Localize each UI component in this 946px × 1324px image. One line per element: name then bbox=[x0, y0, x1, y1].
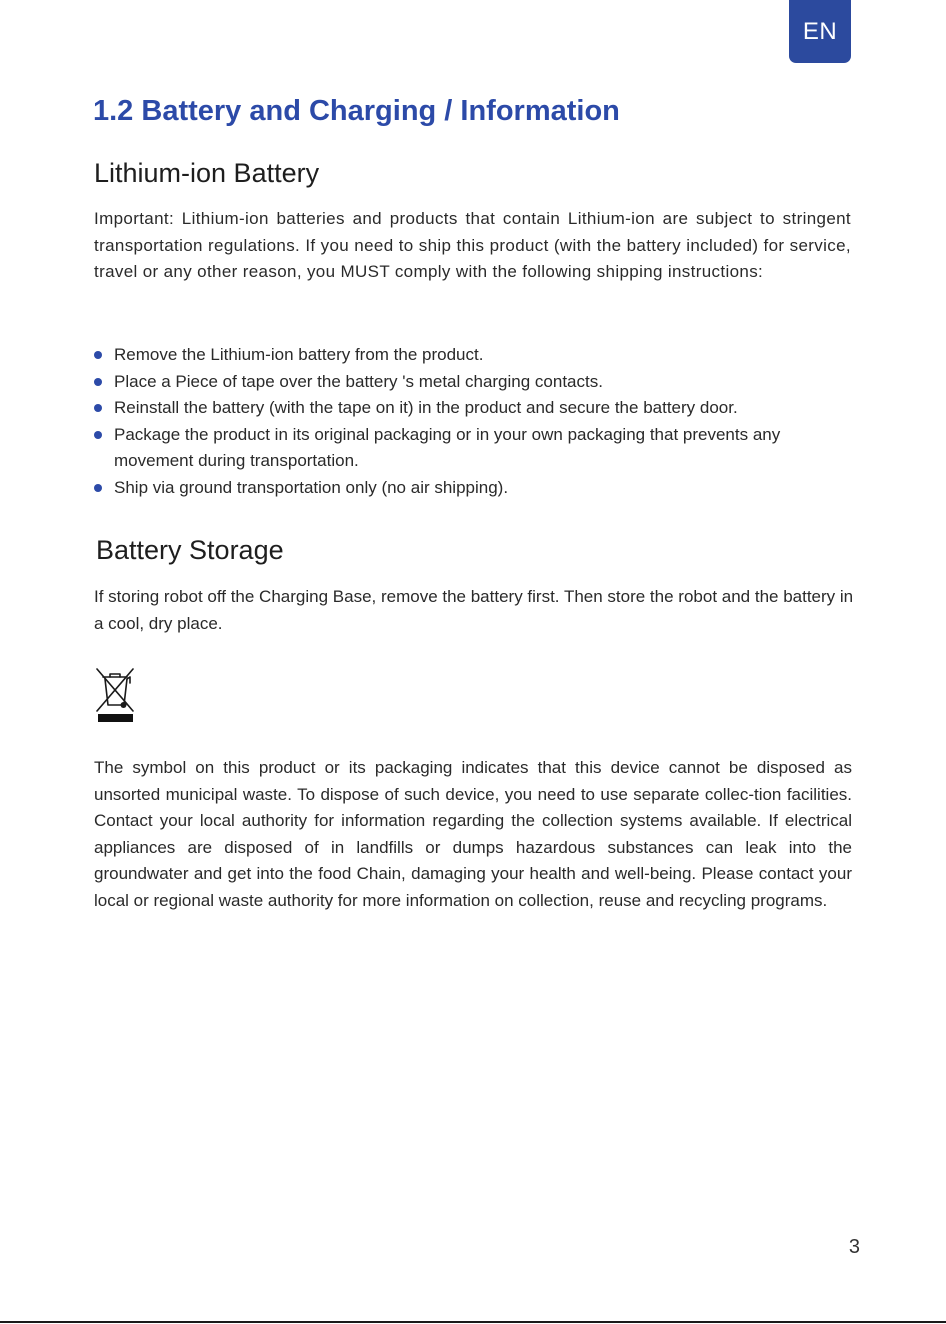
list-item bbox=[94, 395, 854, 422]
important-notice: Important: Lithium-ion batteries and products that contain Lithium-ion are subject to stringent transportation regulations. If you need to ship this product (with the battery included) for service, travel or any other reason, you MUST comply with the following shipping instructions: bbox=[94, 209, 851, 282]
battery-storage-text: If storing robot off the Charging Base, remove the battery first. Then store the robot and the battery in a cool, dry place. bbox=[94, 587, 854, 633]
bullet-icon bbox=[94, 484, 102, 492]
lithium-battery-heading: Lithium-ion Battery bbox=[94, 158, 320, 188]
list-item bbox=[94, 342, 854, 369]
list-item-text: Package the product in its original packaging or in your own packaging that prevents any movement during transportation. bbox=[114, 424, 781, 471]
list-item bbox=[94, 475, 854, 502]
battery-storage-heading: Battery Storage bbox=[96, 535, 284, 565]
bottom-rule bbox=[0, 1321, 946, 1323]
crossed-out-wheelie-bin-icon bbox=[93, 665, 137, 723]
language-badge: EN bbox=[789, 0, 851, 63]
bullet-icon bbox=[94, 378, 102, 386]
list-item-text: Place a Piece of tape over the battery 's metal charging contacts. bbox=[114, 371, 603, 391]
bullet-icon bbox=[94, 404, 102, 412]
list-item-text: Remove the Lithium-ion battery from the product. bbox=[114, 345, 484, 364]
list-item-text: Reinstall the battery (with the tape on it) in the product and secure the battery door. bbox=[114, 398, 738, 418]
bullet-icon bbox=[94, 431, 102, 439]
section-title: 1.2 Battery and Charging / Information bbox=[93, 95, 620, 127]
list-item bbox=[94, 369, 854, 396]
list-item bbox=[94, 422, 854, 475]
shipping-instructions-list bbox=[94, 342, 854, 502]
bullet-icon bbox=[94, 351, 102, 359]
page-number: 3 bbox=[848, 1236, 860, 1258]
list-item-text: Ship via ground transportation only (no air shipping). bbox=[114, 477, 509, 497]
disposal-text: The symbol on this product or its packaging indicates that this device cannot be disposed as unsorted municipal waste. To dispose of such device, you need to use separate collec-tion facilities. Contact your local authority for information regarding the collection systems available. If electrical appliances are disposed of in landfills or dumps hazardous substances can leak into the groundwater and get into the food Chain, damaging your health and well-being. Please contact your local or regional waste authority for more information on collection, reuse and recycling programs. bbox=[94, 758, 852, 910]
